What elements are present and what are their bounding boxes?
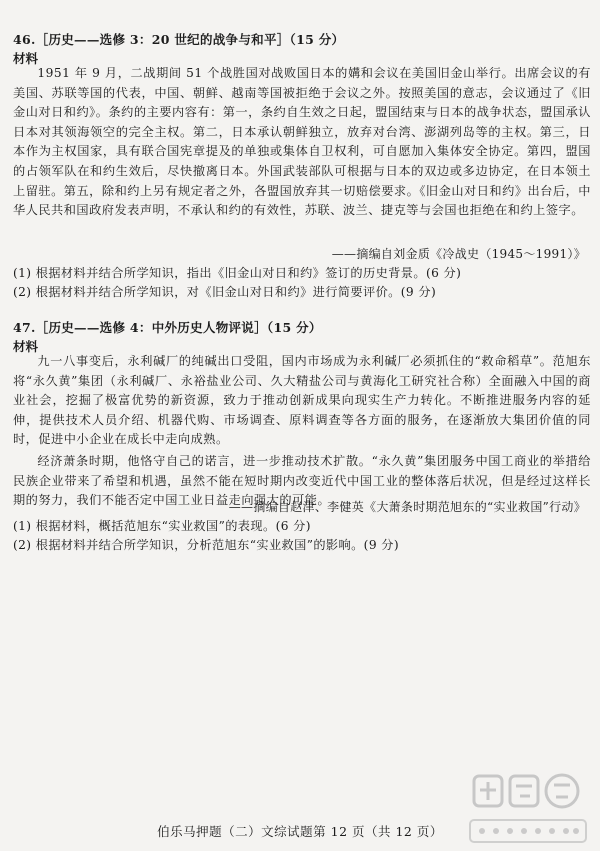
question-47-material-paragraph-2: 经济萧条时期，他恪守自己的诺言，进一步推动技术扩散。“永久黄”集团服务中国工商业的举措给民族企业带来了希望和机遇，虽然不能在短时期内改变近代中国工业的整体落后状况，但是经过这样长期的努力，我们不能否定中国工业日益走向强大的可能。	[13, 454, 591, 508]
question-47-material-paragraph-1: 九一八事变后，永利碱厂的纯碱出口受阻，国内市场成为永利碱厂必须抓住的“救命稻草”。范旭东将“永久黄”集团（永利碱厂、永裕盐业公司、久大精盐公司与黄海化工研究社合称）全面融入中国的商业社会，挖掘了极富优势的新资源，致力于推动创新成果向现实生产力转化。不断推进服务内容的延伸，提供技术人员介绍、机器代购、市场调查、原料调查等各方面的服务，在逐渐放大集团价值的同时，促进中小企业在成长中走向成熟。	[13, 354, 591, 447]
question-46-material-label: 材料	[13, 51, 39, 66]
question-46-material-text: 1951 年 9 月，二战期间 51 个战胜国对战败国日本的媾和会议在美国旧金山举行。出席会议的有美国、苏联等国的代表，中国、朝鲜、越南等国被拒绝于会议之外。按照美国的意志，会议通过了《旧金山对日和约》。条约的主要内容有：第一，条约自生效之日起，盟国结束与日本的战争状态，盟国承认日本对其领海领空的完全主权。第二，日本承认朝鲜独立，放弃对台湾、澎湖列岛等的主权。第三，日本作为主权国家，具有联合国宪章提及的单独或集体自卫权利，可自愿加入集体安全协定。第四，盟国的占领军队在和约生效后，尽快撤离日本。外国武装部队可根据与日本的双边或多边协定，在日本领土上留驻。第五，除和约上另有规定者之外，各盟国放弃其一切赔偿要求。《旧金山对日和约》出台后，中华人民共和国政府发表声明，不承认和约的有效性，苏联、波兰、捷克等与会国也拒绝在和约上签字。	[13, 66, 591, 218]
watermark-logo-icon	[468, 770, 588, 848]
question-47-subquestion-1: (1) 根据材料，概括范旭东“实业救国”的表现。(6 分)	[13, 519, 311, 533]
page-footer: 伯乐马押题（二）文综试题第 12 页（共 12 页）	[157, 824, 443, 839]
question-47-source: ——摘编自赵津、李健英《大萧条时期范旭东的“实业救国”行动》	[228, 500, 586, 514]
question-47-material-label: 材料	[13, 339, 39, 354]
question-47-subquestion-2: (2) 根据材料并结合所学知识，分析范旭东“实业救国”的影响。(9 分)	[13, 538, 400, 552]
question-47-header: 47.［历史——选修 4：中外历史人物评说］（15 分）	[13, 320, 322, 335]
question-46-subquestion-1: (1) 根据材料并结合所学知识，指出《旧金山对日和约》签订的历史背景。(6 分)	[13, 266, 462, 280]
question-46-subquestion-2: (2) 根据材料并结合所学知识，对《旧金山对日和约》进行简要评价。(9 分)	[13, 285, 437, 299]
question-46-source: ——摘编自刘金质《冷战史（1945～1991）》	[331, 247, 586, 261]
question-46-header: 46.［历史——选修 3：20 世纪的战争与和平］（15 分）	[13, 32, 345, 47]
